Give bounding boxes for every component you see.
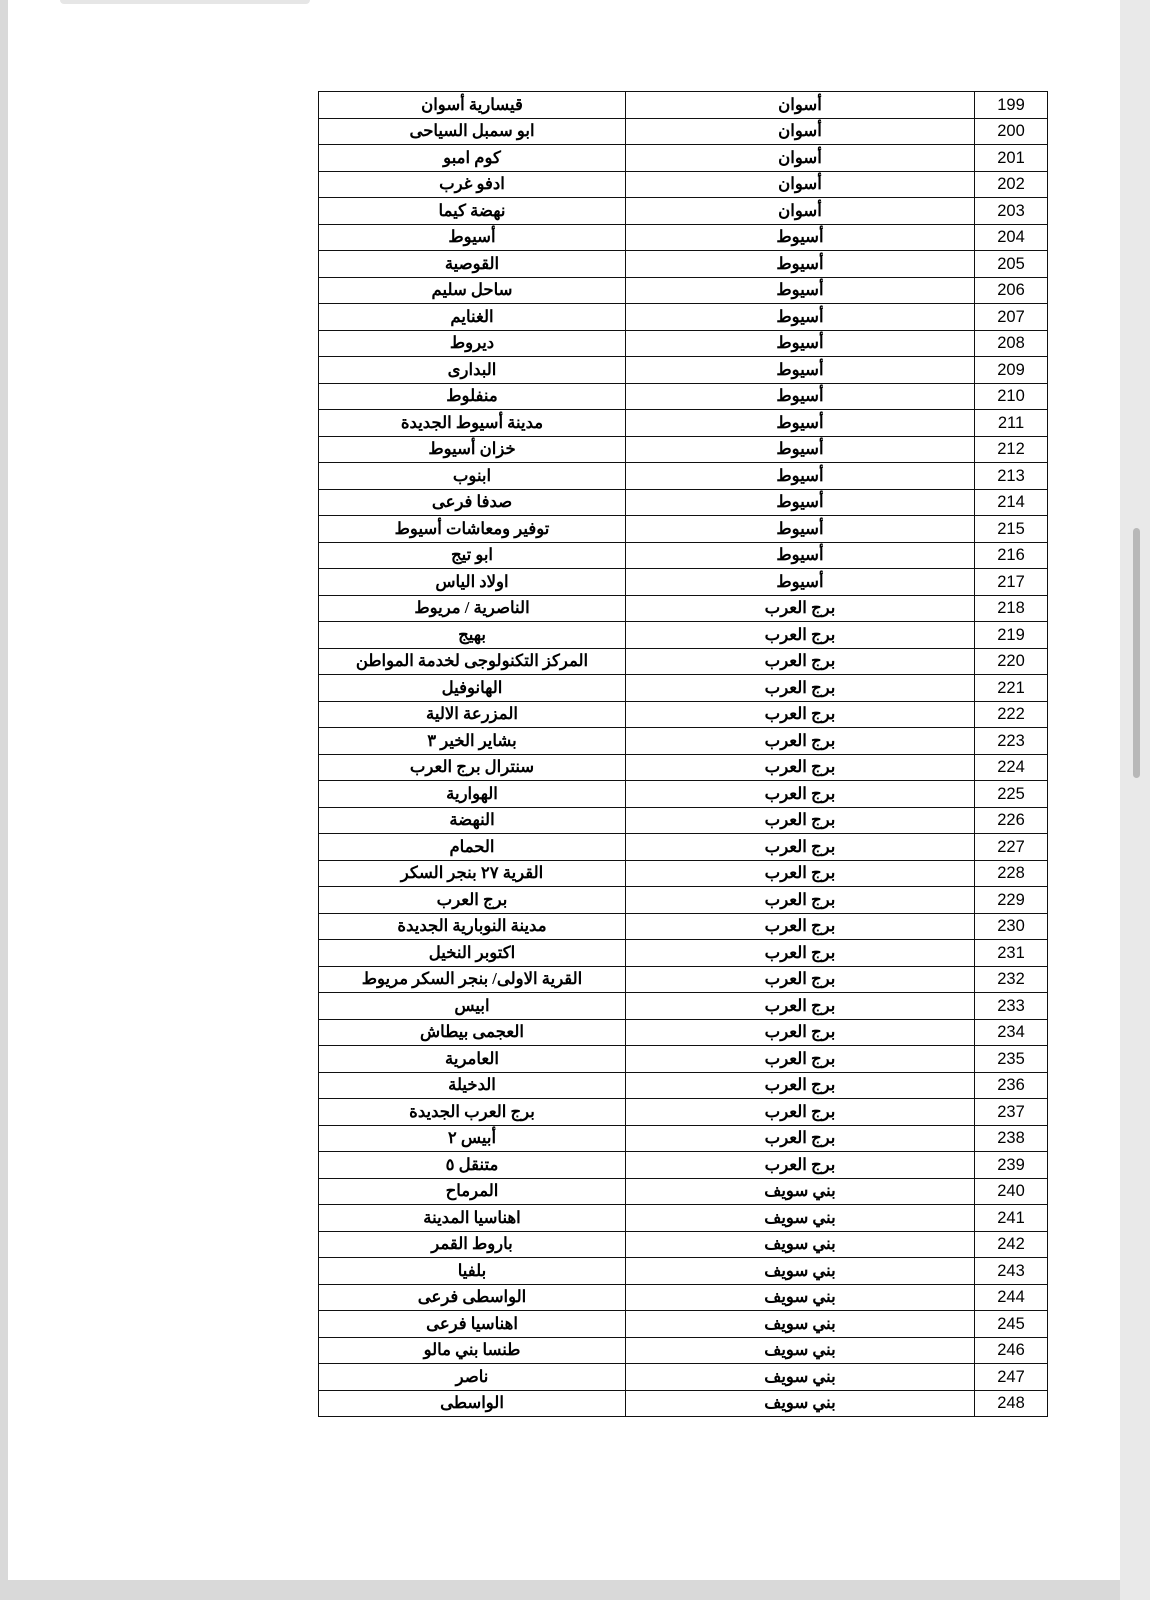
branch-name-cell: كوم امبو (319, 145, 626, 172)
table-row (319, 1258, 1048, 1285)
governorate-cell: أسيوط (626, 569, 975, 596)
row-number-cell: 246 (975, 1337, 1048, 1364)
row-number-cell: 206 (975, 277, 1048, 304)
table-row (319, 834, 1048, 861)
table-row (319, 940, 1048, 967)
table-row (319, 92, 1048, 119)
governorate-cell: أسوان (626, 198, 975, 225)
row-number-cell: 204 (975, 224, 1048, 251)
branch-name-cell: العجمى بيطاش (319, 1019, 626, 1046)
branch-name-cell: الحمام (319, 834, 626, 861)
table-row (319, 436, 1048, 463)
row-number-cell: 209 (975, 357, 1048, 384)
row-number-cell: 234 (975, 1019, 1048, 1046)
table-row (319, 1364, 1048, 1391)
governorate-cell: برج العرب (626, 860, 975, 887)
table-row (319, 171, 1048, 198)
row-number-cell: 203 (975, 198, 1048, 225)
table-row (319, 357, 1048, 384)
table-row (319, 1072, 1048, 1099)
branch-name-cell: الواسطى فرعى (319, 1284, 626, 1311)
governorate-cell: بني سويف (626, 1231, 975, 1258)
branch-name-cell: ساحل سليم (319, 277, 626, 304)
row-number-cell: 205 (975, 251, 1048, 278)
branch-name-cell: برج العرب الجديدة (319, 1099, 626, 1126)
branch-name-cell: الغنايم (319, 304, 626, 331)
table-row (319, 224, 1048, 251)
branch-name-cell: اكتوبر النخيل (319, 940, 626, 967)
branch-name-cell: المركز التكنولوجى لخدمة المواطن (319, 648, 626, 675)
row-number-cell: 199 (975, 92, 1048, 119)
table-row (319, 622, 1048, 649)
governorate-cell: أسيوط (626, 224, 975, 251)
row-number-cell: 240 (975, 1178, 1048, 1205)
governorate-cell: برج العرب (626, 887, 975, 914)
governorate-cell: أسيوط (626, 357, 975, 384)
governorate-cell: بني سويف (626, 1337, 975, 1364)
row-number-cell: 232 (975, 966, 1048, 993)
branch-name-cell: مدينة النوبارية الجديدة (319, 913, 626, 940)
branch-name-cell: منفلوط (319, 383, 626, 410)
row-number-cell: 230 (975, 913, 1048, 940)
table-row (319, 569, 1048, 596)
governorate-cell: أسيوط (626, 410, 975, 437)
row-number-cell: 216 (975, 542, 1048, 569)
table-row (319, 118, 1048, 145)
branch-name-cell: المزرعة الالية (319, 701, 626, 728)
governorate-cell: برج العرب (626, 781, 975, 808)
governorate-cell: بني سويف (626, 1390, 975, 1417)
governorate-cell: أسيوط (626, 516, 975, 543)
governorate-cell: أسيوط (626, 304, 975, 331)
row-number-cell: 218 (975, 595, 1048, 622)
governorate-cell: أسوان (626, 171, 975, 198)
row-number-cell: 247 (975, 1364, 1048, 1391)
row-number-cell: 237 (975, 1099, 1048, 1126)
governorate-cell: برج العرب (626, 728, 975, 755)
branch-name-cell: ابنوب (319, 463, 626, 490)
table-row (319, 1205, 1048, 1232)
row-number-cell: 243 (975, 1258, 1048, 1285)
row-number-cell: 233 (975, 993, 1048, 1020)
row-number-cell: 210 (975, 383, 1048, 410)
governorate-cell: برج العرب (626, 675, 975, 702)
governorate-cell: برج العرب (626, 754, 975, 781)
branch-name-cell: الدخيلة (319, 1072, 626, 1099)
table-row (319, 728, 1048, 755)
branch-name-cell: ديروط (319, 330, 626, 357)
governorate-cell: برج العرب (626, 1072, 975, 1099)
governorate-cell: برج العرب (626, 595, 975, 622)
row-number-cell: 244 (975, 1284, 1048, 1311)
branch-name-cell: طنسا بني مالو (319, 1337, 626, 1364)
governorate-cell: أسيوط (626, 330, 975, 357)
row-number-cell: 241 (975, 1205, 1048, 1232)
governorate-cell: بني سويف (626, 1311, 975, 1338)
table-row (319, 304, 1048, 331)
table-row (319, 1390, 1048, 1417)
scrollbar-thumb[interactable] (1133, 528, 1140, 778)
row-number-cell: 229 (975, 887, 1048, 914)
table-row (319, 913, 1048, 940)
branch-name-cell: قيسارية أسوان (319, 92, 626, 119)
table-row (319, 1284, 1048, 1311)
branch-name-cell: متنقل ٥ (319, 1152, 626, 1179)
governorate-cell: بني سويف (626, 1364, 975, 1391)
governorate-cell: أسيوط (626, 542, 975, 569)
row-number-cell: 225 (975, 781, 1048, 808)
branch-name-cell: برج العرب (319, 887, 626, 914)
governorate-cell: أسيوط (626, 251, 975, 278)
branch-name-cell: النهضة (319, 807, 626, 834)
branch-name-cell: اهناسيا المدينة (319, 1205, 626, 1232)
row-number-cell: 239 (975, 1152, 1048, 1179)
branch-name-cell: الهوارية (319, 781, 626, 808)
table-row (319, 1152, 1048, 1179)
governorate-cell: بني سويف (626, 1178, 975, 1205)
branch-name-cell: ابو سمبل السياحى (319, 118, 626, 145)
branch-name-cell: مدينة أسيوط الجديدة (319, 410, 626, 437)
table-row (319, 648, 1048, 675)
branch-table-body (319, 92, 1048, 1417)
table-row (319, 410, 1048, 437)
row-number-cell: 221 (975, 675, 1048, 702)
row-number-cell: 214 (975, 489, 1048, 516)
governorate-cell: أسيوط (626, 463, 975, 490)
row-number-cell: 207 (975, 304, 1048, 331)
row-number-cell: 217 (975, 569, 1048, 596)
previous-page-edge (60, 0, 310, 4)
branch-name-cell: القرية ٢٧ بنجر السكر (319, 860, 626, 887)
table-row (319, 542, 1048, 569)
table-row (319, 807, 1048, 834)
branch-name-cell: بشاير الخير ٣ (319, 728, 626, 755)
table-row (319, 277, 1048, 304)
governorate-cell: بني سويف (626, 1258, 975, 1285)
governorate-cell: برج العرب (626, 1099, 975, 1126)
row-number-cell: 223 (975, 728, 1048, 755)
table-row (319, 516, 1048, 543)
governorate-cell: أسيوط (626, 383, 975, 410)
governorate-cell: أسوان (626, 145, 975, 172)
governorate-cell: برج العرب (626, 807, 975, 834)
table-row (319, 1019, 1048, 1046)
governorate-cell: أسوان (626, 118, 975, 145)
branch-name-cell: اهناسيا فرعى (319, 1311, 626, 1338)
governorate-cell: برج العرب (626, 648, 975, 675)
table-row (319, 1125, 1048, 1152)
row-number-cell: 248 (975, 1390, 1048, 1417)
table-row (319, 251, 1048, 278)
table-row (319, 1231, 1048, 1258)
branch-name-cell: المرماح (319, 1178, 626, 1205)
table-row (319, 781, 1048, 808)
branch-name-cell: صدفا فرعى (319, 489, 626, 516)
branch-name-cell: العامرية (319, 1046, 626, 1073)
table-row (319, 754, 1048, 781)
row-number-cell: 228 (975, 860, 1048, 887)
table-row (319, 887, 1048, 914)
branch-name-cell: الهانوفيل (319, 675, 626, 702)
branch-name-cell: أبيس ٢ (319, 1125, 626, 1152)
row-number-cell: 222 (975, 701, 1048, 728)
table-row (319, 383, 1048, 410)
table-row (319, 1311, 1048, 1338)
row-number-cell: 242 (975, 1231, 1048, 1258)
branch-name-cell: الواسطى (319, 1390, 626, 1417)
table-row (319, 966, 1048, 993)
branch-name-cell: القوصية (319, 251, 626, 278)
branch-name-cell: خزان أسيوط (319, 436, 626, 463)
governorate-cell: برج العرب (626, 701, 975, 728)
branch-name-cell: اولاد الياس (319, 569, 626, 596)
row-number-cell: 211 (975, 410, 1048, 437)
row-number-cell: 238 (975, 1125, 1048, 1152)
row-number-cell: 212 (975, 436, 1048, 463)
governorate-cell: أسيوط (626, 489, 975, 516)
governorate-cell: برج العرب (626, 913, 975, 940)
row-number-cell: 235 (975, 1046, 1048, 1073)
governorate-cell: أسيوط (626, 436, 975, 463)
row-number-cell: 213 (975, 463, 1048, 490)
governorate-cell: برج العرب (626, 622, 975, 649)
row-number-cell: 202 (975, 171, 1048, 198)
branch-name-cell: نهضة كيما (319, 198, 626, 225)
branch-name-cell: توفير ومعاشات أسيوط (319, 516, 626, 543)
table-row (319, 701, 1048, 728)
table-row (319, 1178, 1048, 1205)
table-row (319, 1337, 1048, 1364)
table-row (319, 198, 1048, 225)
row-number-cell: 224 (975, 754, 1048, 781)
branch-name-cell: بلفيا (319, 1258, 626, 1285)
row-number-cell: 245 (975, 1311, 1048, 1338)
table-row (319, 1099, 1048, 1126)
table-row (319, 145, 1048, 172)
row-number-cell: 201 (975, 145, 1048, 172)
governorate-cell: برج العرب (626, 1019, 975, 1046)
branch-name-cell: الناصرية / مريوط (319, 595, 626, 622)
governorate-cell: برج العرب (626, 993, 975, 1020)
branch-name-cell: سنترال برج العرب (319, 754, 626, 781)
governorate-cell: برج العرب (626, 834, 975, 861)
branch-name-cell: ابو تيج (319, 542, 626, 569)
branch-name-cell: القرية الاولى/ بنجر السكر مريوط (319, 966, 626, 993)
governorate-cell: برج العرب (626, 1046, 975, 1073)
branch-name-cell: ادفو غرب (319, 171, 626, 198)
row-number-cell: 231 (975, 940, 1048, 967)
row-number-cell: 200 (975, 118, 1048, 145)
table-row (319, 860, 1048, 887)
branch-name-cell: ابيس (319, 993, 626, 1020)
branch-table (318, 91, 1048, 1417)
scroll-track[interactable] (1120, 0, 1150, 1600)
row-number-cell: 227 (975, 834, 1048, 861)
branch-name-cell: أسيوط (319, 224, 626, 251)
branch-name-cell: باروط القمر (319, 1231, 626, 1258)
governorate-cell: برج العرب (626, 940, 975, 967)
governorate-cell: برج العرب (626, 1125, 975, 1152)
table-row (319, 595, 1048, 622)
governorate-cell: أسوان (626, 92, 975, 119)
table-row (319, 463, 1048, 490)
governorate-cell: برج العرب (626, 1152, 975, 1179)
row-number-cell: 219 (975, 622, 1048, 649)
table-row (319, 1046, 1048, 1073)
branch-name-cell: البدارى (319, 357, 626, 384)
row-number-cell: 208 (975, 330, 1048, 357)
row-number-cell: 215 (975, 516, 1048, 543)
governorate-cell: برج العرب (626, 966, 975, 993)
table-row (319, 489, 1048, 516)
governorate-cell: أسيوط (626, 277, 975, 304)
table-row (319, 330, 1048, 357)
table-row (319, 675, 1048, 702)
row-number-cell: 220 (975, 648, 1048, 675)
table-row (319, 993, 1048, 1020)
governorate-cell: بني سويف (626, 1205, 975, 1232)
row-number-cell: 226 (975, 807, 1048, 834)
governorate-cell: بني سويف (626, 1284, 975, 1311)
branch-name-cell: بهيج (319, 622, 626, 649)
branch-name-cell: ناصر (319, 1364, 626, 1391)
row-number-cell: 236 (975, 1072, 1048, 1099)
